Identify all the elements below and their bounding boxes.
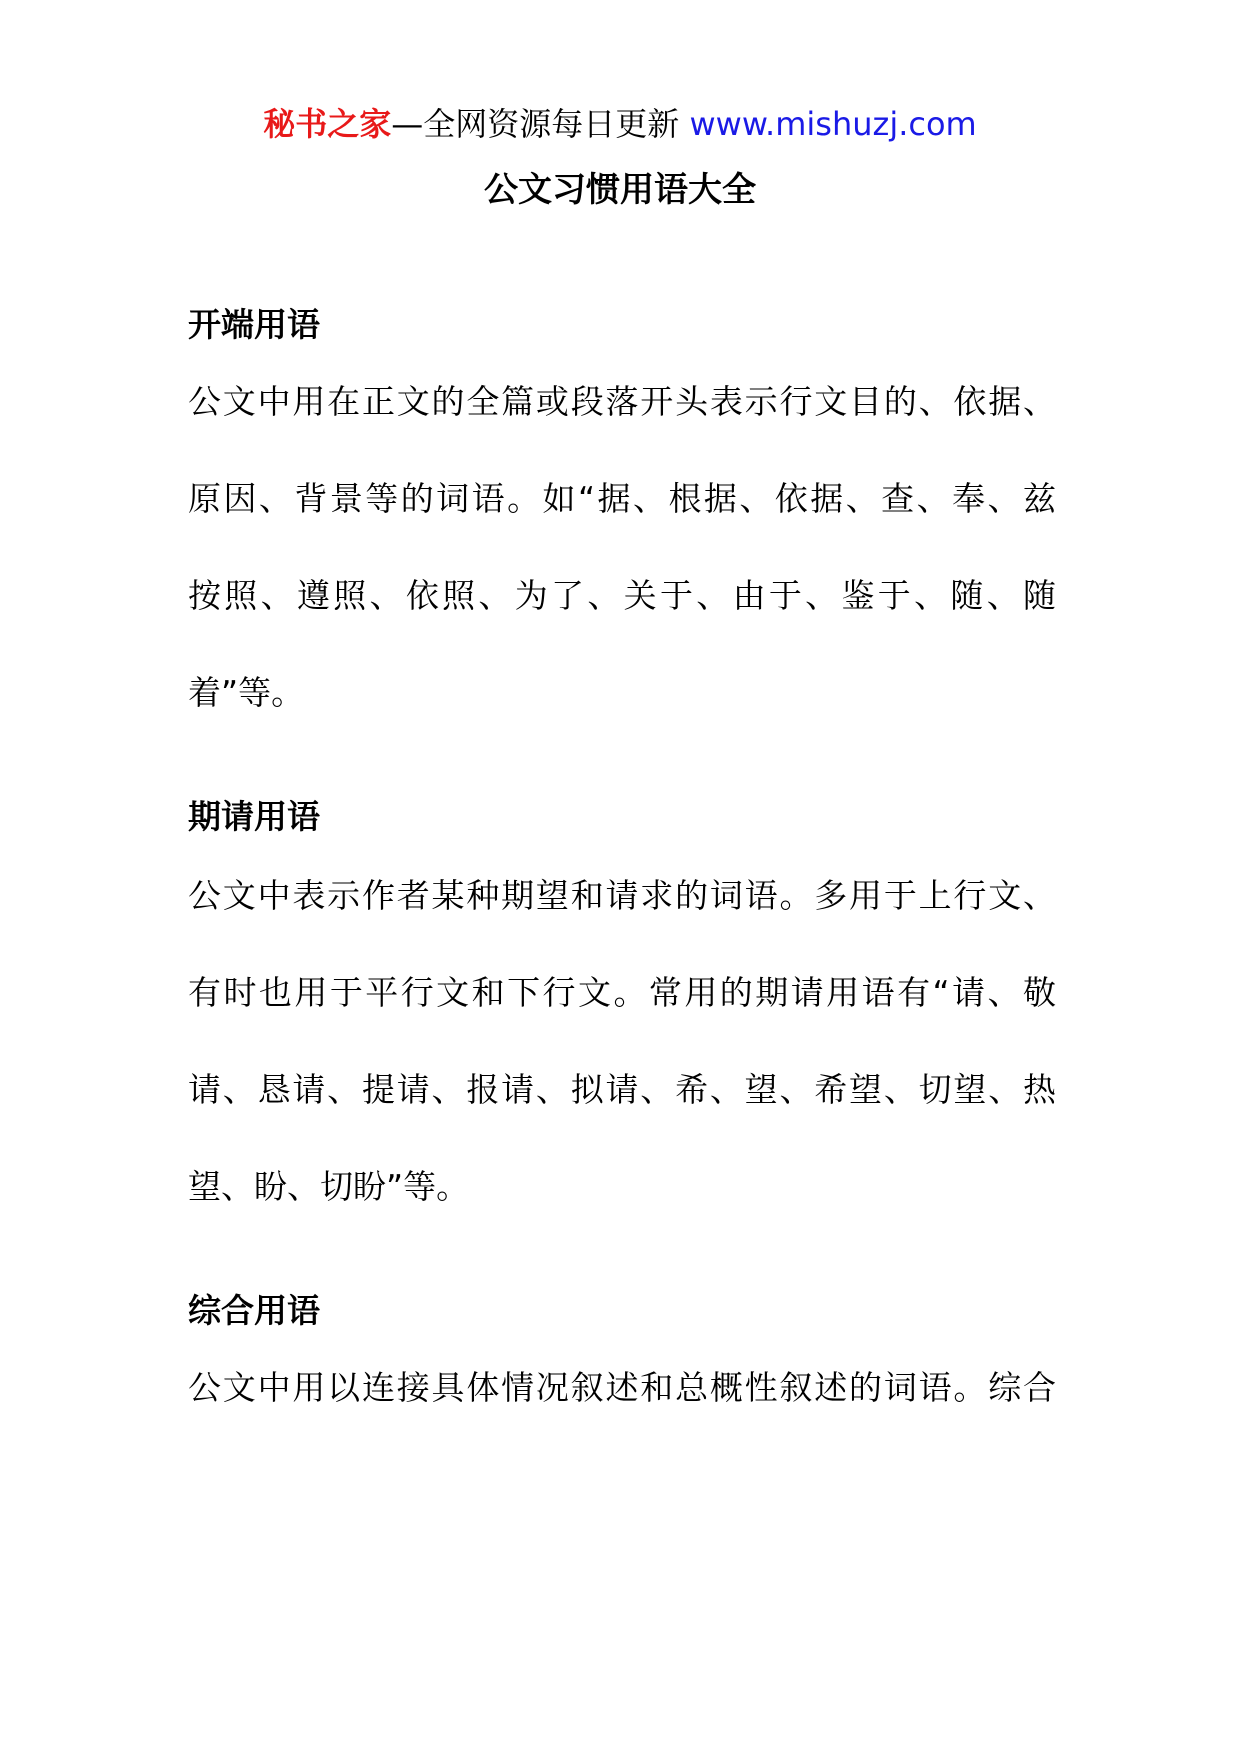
paragraph-line: 望、盼、切盼”等。 [188,1167,470,1206]
brand-name: 秘书之家 [263,105,392,143]
section-body-summary [188,1339,1056,1436]
section-heading-request: 期请用语 [188,797,320,836]
paragraph-line: 着”等。 [188,673,305,712]
paragraph-line: 有时也用于平行文和下行文。常用的期请用语有“请、敬 [188,973,1056,1012]
paragraph-line: 公文中表示作者某种期望和请求的词语。多用于上行文、 [188,876,1056,915]
paragraph-line: 公文中用在正文的全篇或段落开头表示行文目的、依据、 [188,382,1056,421]
section-body-opening [188,353,1056,741]
header-tagline: —全网资源每日更新 [391,105,690,143]
section-heading-opening: 开端用语 [188,305,320,344]
document-title: 公文习惯用语大全 [484,170,756,210]
paragraph-line: 原因、背景等的词语。如“据、根据、依据、查、奉、兹 [188,479,1056,518]
section-body-request [188,847,1056,1235]
paragraph-line: 按照、遵照、依照、为了、关于、由于、鉴于、随、随 [188,576,1056,615]
paragraph-line: 请、恳请、提请、报请、拟请、希、望、希望、切望、热 [188,1070,1056,1109]
paragraph-line: 公文中用以连接具体情况叙述和总概性叙述的词语。综合 [188,1368,1056,1407]
site-url-link[interactable]: www.mishuzj.com [689,105,977,143]
site-header [0,100,1240,148]
section-heading-summary: 综合用语 [188,1291,320,1330]
